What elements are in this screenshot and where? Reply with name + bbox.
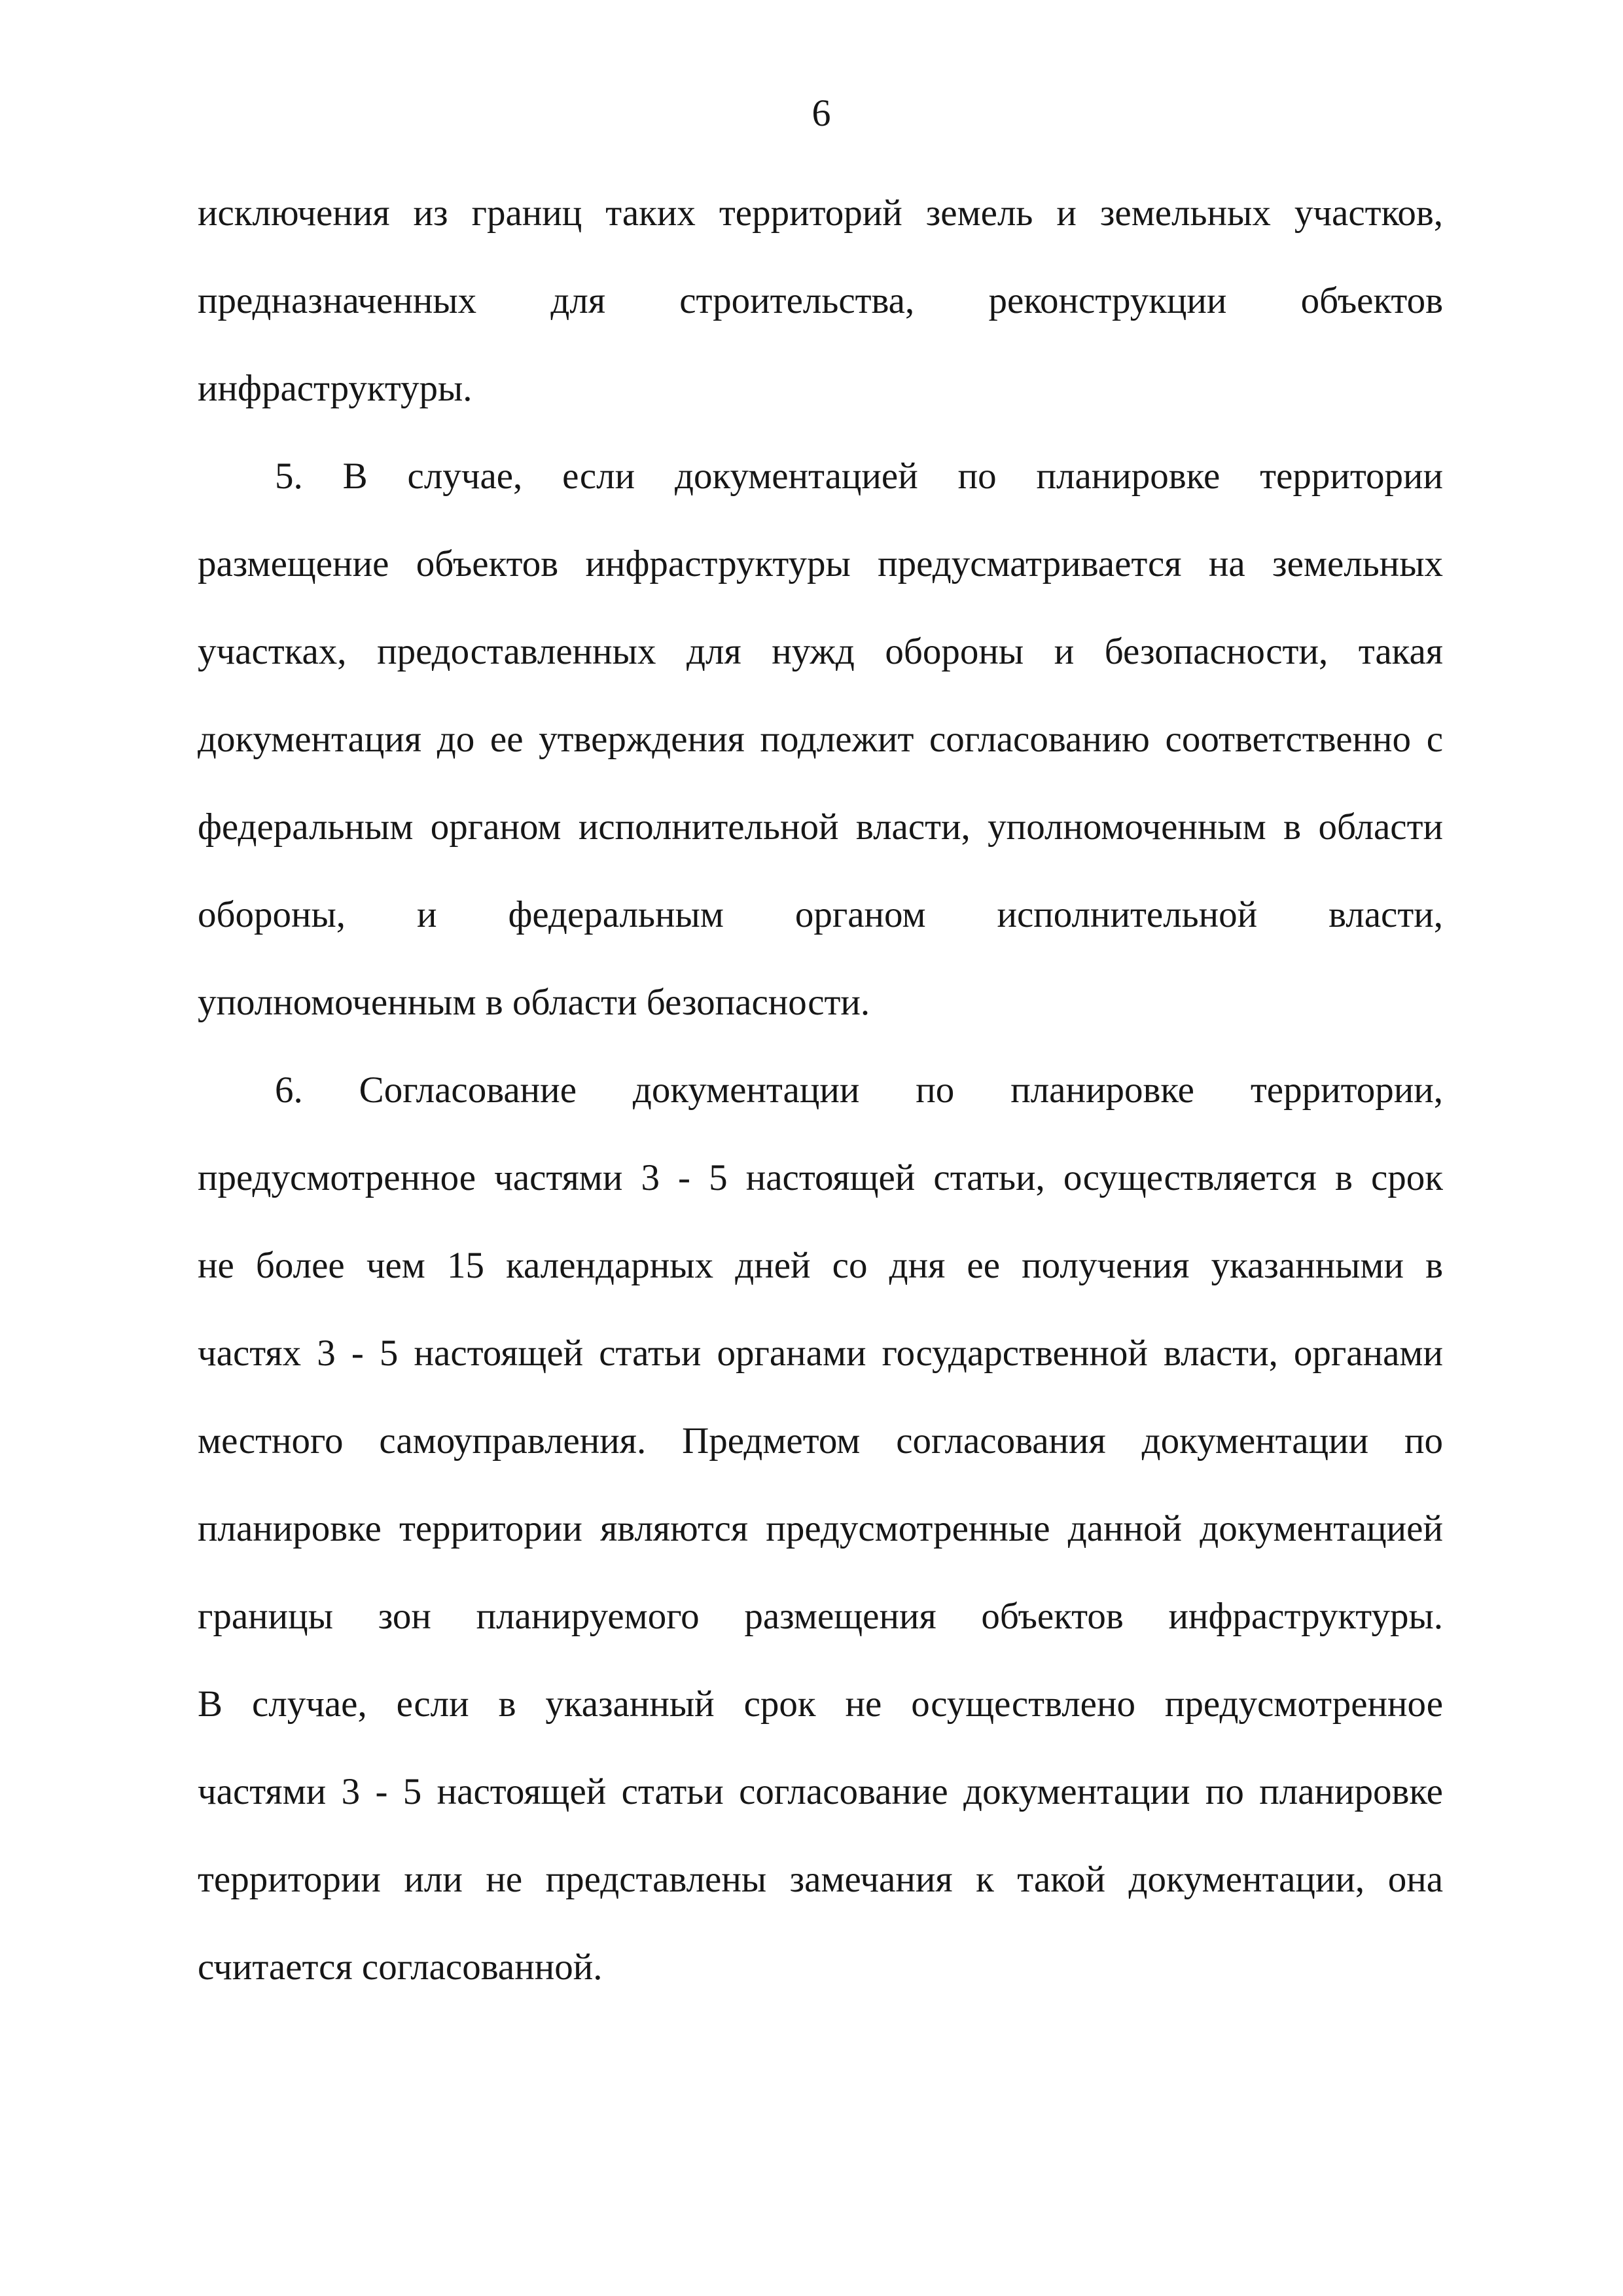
text-line: предназначенных для строительства, реконструкции объектов [198, 280, 1443, 321]
paragraph-5-first-line: 5. В случае, если документацией по планировке территории [275, 456, 1443, 497]
text-line: частями 3 - 5 настоящей статьи согласование документации по планировке [198, 1771, 1443, 1812]
text-line: считается согласованной. [198, 1946, 603, 1988]
text-line: документация до ее утверждения подлежит согласованию соответственно с [198, 719, 1443, 760]
text-line: В случае, если в указанный срок не осуществлено предусмотренное [198, 1683, 1443, 1725]
text-line: участках, предоставленных для нужд обороны и безопасности, такая [198, 631, 1443, 672]
text-line: не более чем 15 календарных дней со дня ее получения указанными в [198, 1245, 1443, 1286]
text-line: размещение объектов инфраструктуры предусматривается на земельных [198, 543, 1443, 584]
page-number: 6 [812, 92, 831, 134]
text-line: федеральным органом исполнительной власти, уполномоченным в области [198, 806, 1443, 848]
text-line: границы зон планируемого размещения объектов инфраструктуры. [198, 1596, 1443, 1637]
text-line: исключения из границ таких территорий земель и земельных участков, [198, 192, 1443, 234]
text-line: уполномоченным в области безопасности. [198, 982, 870, 1023]
text-line: инфраструктуры. [198, 368, 473, 409]
text-line: частях 3 - 5 настоящей статьи органами государственной власти, органами [198, 1333, 1443, 1374]
text-line: обороны, и федеральным органом исполнительной власти, [198, 894, 1443, 935]
document-body [198, 181, 1443, 2022]
text-line: территории или не представлены замечания к такой документации, она [198, 1859, 1443, 1900]
text-line: предусмотренное частями 3 - 5 настоящей статьи, осуществляется в срок [198, 1157, 1443, 1198]
paragraph-6-first-line: 6. Согласование документации по планировке территории, [275, 1069, 1443, 1111]
text-line: местного самоуправления. Предметом согласования документации по [198, 1420, 1443, 1462]
text-line: планировке территории являются предусмотренные данной документацией [198, 1508, 1443, 1549]
